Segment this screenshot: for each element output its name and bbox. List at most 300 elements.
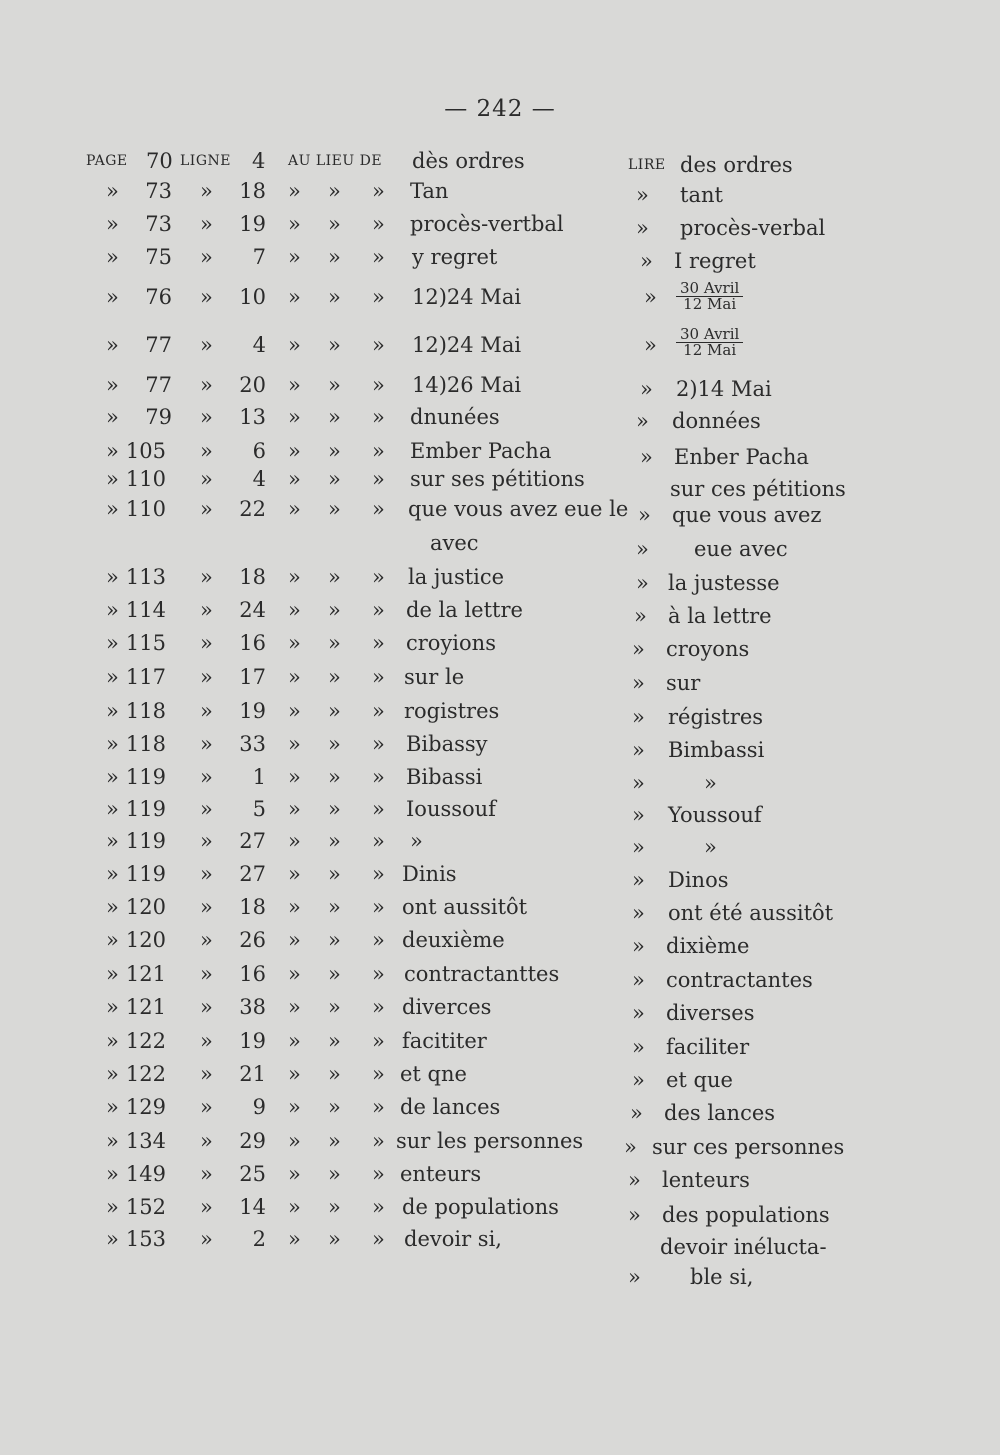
ditto-mark: » [328,765,341,789]
wrong-text: devoir si, [404,1227,502,1251]
ditto-mark: » [644,333,657,357]
ditto-mark: » [106,373,119,397]
errata-row [0,729,1000,762]
ditto-mark: » [288,1162,301,1186]
page-number-cell: 119 [125,829,166,853]
line-number-cell: 26 [239,928,266,952]
ditto-mark: » [288,797,301,821]
page-number-cell: 73 [145,179,172,203]
correct-text: croyons [666,637,750,661]
line-number-cell: 38 [239,995,266,1019]
ditto-mark: » [640,377,653,401]
ditto-mark: » [288,179,301,203]
ditto-mark: » [288,962,301,986]
correct-text: Enber Pacha [674,445,809,469]
ditto-mark: » [106,179,119,203]
correct-text: I regret [674,249,756,273]
ditto-mark: » [200,797,213,821]
instead-of-label: AU LIEU DE [288,153,383,169]
page-number: — 242 — [444,96,556,122]
line-number-cell: 19 [239,1029,266,1053]
ditto-mark: » [372,439,385,463]
ditto-mark: » [328,829,341,853]
wrong-text: Tan [410,179,449,203]
ditto-mark: » [632,771,645,795]
correct-text: et que [666,1068,733,1092]
ditto-mark: » [200,665,213,689]
ditto-mark: » [200,862,213,886]
fraction-numerator: 30 Avril [676,327,743,343]
ditto-mark: » [372,1029,385,1053]
ditto-mark: » [372,631,385,655]
ditto-mark: » [328,1162,341,1186]
ditto-mark: » [106,598,119,622]
ditto-mark: » [632,1001,645,1025]
correct-text: » [704,771,717,795]
ditto-mark: » [634,604,647,628]
fraction-denominator: 12 Mai [683,295,737,313]
errata-row [0,402,1000,432]
wrong-text: deuxième [402,928,505,952]
ditto-mark: » [106,862,119,886]
correct-text: dixième [666,934,750,958]
line-number-cell: 7 [252,245,266,269]
line-number-cell: 18 [239,565,266,589]
ditto-mark: » [636,537,649,561]
ditto-mark: » [630,1101,643,1125]
wrong-text: procès-vertbal [410,212,564,236]
line-number-cell: 16 [239,631,266,655]
ditto-mark: » [372,895,385,919]
ditto-mark: » [200,928,213,952]
ditto-mark: » [372,699,385,723]
line-number-cell: 4 [252,467,266,491]
ditto-mark: » [106,631,119,655]
ditto-mark: » [372,598,385,622]
ditto-mark: » [106,467,119,491]
line-number-cell: 1 [252,765,266,789]
ditto-mark: » [200,732,213,756]
correct-text: des lances [664,1101,776,1125]
ditto-mark: » [372,732,385,756]
ditto-mark: » [328,928,341,952]
ditto-mark: » [632,1068,645,1092]
first-page-number: 70 [146,149,173,173]
page-number-cell: 75 [145,245,172,269]
line-number-cell: 13 [239,405,266,429]
ditto-mark: » [372,373,385,397]
line-number-cell: 5 [252,797,266,821]
ditto-mark: » [200,1095,213,1119]
ditto-mark: » [200,631,213,655]
ditto-mark: » [200,212,213,236]
correct-text: Dinos [668,868,729,892]
ditto-mark: » [106,565,119,589]
correct-date-fraction [676,326,743,358]
ditto-mark: » [288,245,301,269]
ditto-mark: » [288,1195,301,1219]
wrong-text: 12)24 Mai [412,333,522,357]
correct-text-continuation: eue avec [694,537,788,561]
errata-row [0,628,1000,661]
page-number-cell: 122 [125,1062,166,1086]
ditto-mark: » [640,445,653,469]
ditto-mark: » [200,1129,213,1153]
ditto-mark: » [200,1062,213,1086]
ditto-mark: » [106,405,119,429]
ditto-mark: » [288,333,301,357]
line-number-cell: 19 [239,212,266,236]
ditto-mark: » [288,1029,301,1053]
ditto-mark: » [632,738,645,762]
ditto-mark: » [328,732,341,756]
ditto-mark: » [328,212,341,236]
ditto-mark: » [372,212,385,236]
ditto-mark: » [288,1227,301,1251]
errata-row [0,209,1000,239]
page-number-cell: 119 [125,862,166,886]
page-number-cell: 121 [125,995,166,1019]
ditto-mark: » [200,765,213,789]
first-wrong-text: dès ordres [412,149,525,173]
ditto-mark: » [200,565,213,589]
ditto-mark: » [328,1095,341,1119]
ditto-mark: » [106,1129,119,1153]
line-number-cell: 16 [239,962,266,986]
errata-row [0,1026,1000,1059]
line-number-cell: 18 [239,179,266,203]
page-number-cell: 110 [125,497,166,521]
correct-text: sur ces pétitions [670,477,846,501]
read-label: LIRE [628,157,666,173]
ditto-mark: » [632,868,645,892]
ditto-mark: » [200,439,213,463]
ditto-mark: » [372,179,385,203]
ditto-mark: » [288,405,301,429]
errata-row [0,1126,1000,1159]
wrong-text: ont aussitôt [402,895,528,919]
errata-row [0,242,1000,272]
page-number-cell: 76 [145,285,172,309]
ditto-mark: » [200,373,213,397]
ditto-mark: » [636,409,649,433]
ditto-mark: » [288,699,301,723]
ditto-mark: » [372,1227,385,1251]
ditto-mark: » [200,1162,213,1186]
ditto-mark: » [372,1062,385,1086]
ditto-mark: » [288,497,301,521]
correct-text: sur ces personnes [652,1135,845,1159]
ditto-mark: » [106,1095,119,1119]
errata-row [0,1192,1000,1227]
ditto-mark: » [200,179,213,203]
errata-row [0,762,1000,795]
wrong-text: sur le [404,665,465,689]
wrong-text: 12)24 Mai [412,285,522,309]
ditto-mark: » [632,1035,645,1059]
ditto-mark: » [106,212,119,236]
ditto-mark: » [288,598,301,622]
wrong-text-continuation: avec [430,531,479,555]
ditto-mark: » [328,565,341,589]
ditto-mark: » [328,995,341,1019]
ditto-mark: » [636,183,649,207]
correct-text: données [672,409,761,433]
errata-row [0,892,1000,925]
page-number-cell: 120 [125,895,166,919]
wrong-text: Dinis [402,862,457,886]
ditto-mark: » [106,665,119,689]
wrong-text: » [410,829,423,853]
line-number-cell: 2 [252,1227,266,1251]
ditto-mark: » [106,895,119,919]
wrong-text: la justice [408,565,505,589]
errata-row [0,959,1000,992]
ditto-mark: » [200,895,213,919]
page-number-cell: 79 [145,405,172,429]
ditto-mark: » [288,1095,301,1119]
ditto-mark: » [200,405,213,429]
ditto-mark: » [328,1029,341,1053]
ditto-mark: » [372,245,385,269]
ditto-mark: » [288,829,301,853]
ditto-mark: » [106,1029,119,1053]
errata-row [0,696,1000,729]
wrong-text: rogistres [404,699,500,723]
errata-row [0,436,1000,469]
errata-table [0,146,1000,1306]
correct-text: Youssouf [668,803,762,827]
errata-row [0,859,1000,892]
page-number-cell: 153 [125,1227,166,1251]
page-number-cell: 73 [145,212,172,236]
ditto-mark: » [328,665,341,689]
ditto-mark: » [372,928,385,952]
first-line-number: 4 [252,149,266,173]
correct-text: diverses [666,1001,755,1025]
ditto-mark: » [632,671,645,695]
ditto-mark: » [328,405,341,429]
page-number-cell: 117 [125,665,166,689]
ditto-mark: » [632,968,645,992]
wrong-text: de populations [402,1195,559,1219]
ditto-mark: » [372,1129,385,1153]
ditto-mark: » [328,797,341,821]
page-number-cell: 149 [125,1162,166,1186]
wrong-text: de la lettre [406,598,523,622]
wrong-text: Bibassi [406,765,483,789]
line-number-cell: 9 [252,1095,266,1119]
ditto-mark: » [328,631,341,655]
wrong-text: sur les personnes [396,1129,584,1153]
ditto-mark: » [628,1168,641,1192]
page-number-cell: 105 [125,439,166,463]
ditto-mark: » [328,179,341,203]
correct-text: que vous avez [672,503,822,527]
ditto-mark: » [288,1129,301,1153]
ditto-mark: » [628,1203,641,1227]
ditto-mark: » [328,962,341,986]
line-number-cell: 27 [239,829,266,853]
errata-row [0,176,1000,206]
line-number-cell: 24 [239,598,266,622]
line-number-cell: 17 [239,665,266,689]
ditto-mark: » [106,928,119,952]
fraction-numerator: 30 Avril [676,281,743,297]
page-number-cell: 134 [125,1129,166,1153]
ditto-mark: » [106,765,119,789]
page-number-cell: 119 [125,797,166,821]
line-number-cell: 25 [239,1162,266,1186]
ditto-mark: » [328,285,341,309]
ditto-mark: » [328,1227,341,1251]
wrong-text: Bibassy [406,732,488,756]
ditto-mark: » [372,995,385,1019]
line-number-cell: 10 [239,285,266,309]
ditto-mark: » [632,637,645,661]
ditto-mark: » [288,439,301,463]
ditto-mark: » [372,1162,385,1186]
ditto-mark: » [638,503,651,527]
ditto-mark: » [372,467,385,491]
ditto-mark: » [106,995,119,1019]
errata-row [0,1224,1000,1304]
ditto-mark: » [328,895,341,919]
ditto-mark: » [288,467,301,491]
ditto-mark: » [636,216,649,240]
ditto-mark: » [288,1062,301,1086]
ditto-mark: » [200,1029,213,1053]
ditto-mark: » [106,245,119,269]
correct-text: à la lettre [668,604,772,628]
errata-row [0,992,1000,1025]
ditto-mark: » [632,835,645,859]
page-number-cell: 121 [125,962,166,986]
page-column-label: PAGE [86,153,128,169]
ditto-mark: » [640,249,653,273]
wrong-text: croyions [406,631,496,655]
ditto-mark: » [200,1195,213,1219]
ditto-mark: » [106,497,119,521]
ditto-mark: » [372,497,385,521]
ditto-mark: » [624,1135,637,1159]
line-column-label: LIGNE [180,153,231,169]
ditto-mark: » [328,699,341,723]
ditto-mark: » [106,829,119,853]
line-number-cell: 22 [239,497,266,521]
ditto-mark: » [328,862,341,886]
ditto-mark: » [288,373,301,397]
ditto-mark: » [328,1195,341,1219]
ditto-mark: » [288,665,301,689]
ditto-mark: » [288,895,301,919]
wrong-text: de lances [400,1095,501,1119]
ditto-mark: » [106,699,119,723]
ditto-mark: » [200,285,213,309]
page-number-cell: 119 [125,765,166,789]
ditto-mark: » [372,829,385,853]
ditto-mark: » [288,928,301,952]
wrong-text: facititer [402,1029,487,1053]
page-number-cell: 115 [125,631,166,655]
correct-text: régistres [668,705,764,729]
ditto-mark: » [328,467,341,491]
ditto-mark: » [372,1095,385,1119]
ditto-mark: » [328,373,341,397]
page-number-cell: 110 [125,467,166,491]
ditto-mark: » [372,1195,385,1219]
errata-row [0,925,1000,958]
page-number-cell: 118 [125,699,166,723]
first-right-text: des ordres [680,153,793,177]
errata-row [0,494,1000,561]
errata-row [0,1092,1000,1125]
line-number-cell: 20 [239,373,266,397]
ditto-mark: » [372,405,385,429]
errata-row [0,1059,1000,1092]
ditto-mark: » [200,333,213,357]
wrong-text: et qne [400,1062,467,1086]
correct-text: tant [680,183,723,207]
line-number-cell: 14 [239,1195,266,1219]
ditto-mark: » [632,705,645,729]
fraction-denominator: 12 Mai [683,341,737,359]
ditto-mark: » [636,571,649,595]
wrong-text: contractanttes [404,962,560,986]
page-number-cell: 122 [125,1029,166,1053]
ditto-mark: » [328,245,341,269]
correct-text: 2)14 Mai [676,377,772,401]
errata-row [0,562,1000,595]
ditto-mark: » [200,699,213,723]
ditto-mark: » [106,732,119,756]
ditto-mark: » [372,765,385,789]
page-number-cell: 129 [125,1095,166,1119]
ditto-mark: » [328,598,341,622]
ditto-mark: » [200,497,213,521]
ditto-mark: » [288,732,301,756]
ditto-mark: » [200,829,213,853]
ditto-mark: » [372,285,385,309]
ditto-mark: » [200,467,213,491]
page-number-cell: 113 [125,565,166,589]
errata-row [0,464,1000,501]
correct-text: lenteurs [662,1168,750,1192]
ditto-mark: » [106,962,119,986]
wrong-text: Ioussouf [406,797,496,821]
ditto-mark: » [106,1227,119,1251]
ditto-mark: » [288,765,301,789]
correct-text: Bimbassi [668,738,765,762]
page-number-cell: 152 [125,1195,166,1219]
ditto-mark: » [372,565,385,589]
ditto-mark: » [328,1062,341,1086]
ditto-mark: » [372,962,385,986]
ditto-mark: » [106,1162,119,1186]
ditto-mark: » [288,212,301,236]
ditto-mark: » [372,333,385,357]
ditto-mark: » [328,333,341,357]
page-number-cell: 77 [145,333,172,357]
wrong-text: 14)26 Mai [412,373,522,397]
line-number-cell: 18 [239,895,266,919]
ditto-mark: » [106,285,119,309]
ditto-mark: » [628,1265,641,1289]
ditto-mark: » [288,565,301,589]
errata-row [0,595,1000,628]
ditto-mark: » [106,333,119,357]
ditto-mark: » [372,665,385,689]
